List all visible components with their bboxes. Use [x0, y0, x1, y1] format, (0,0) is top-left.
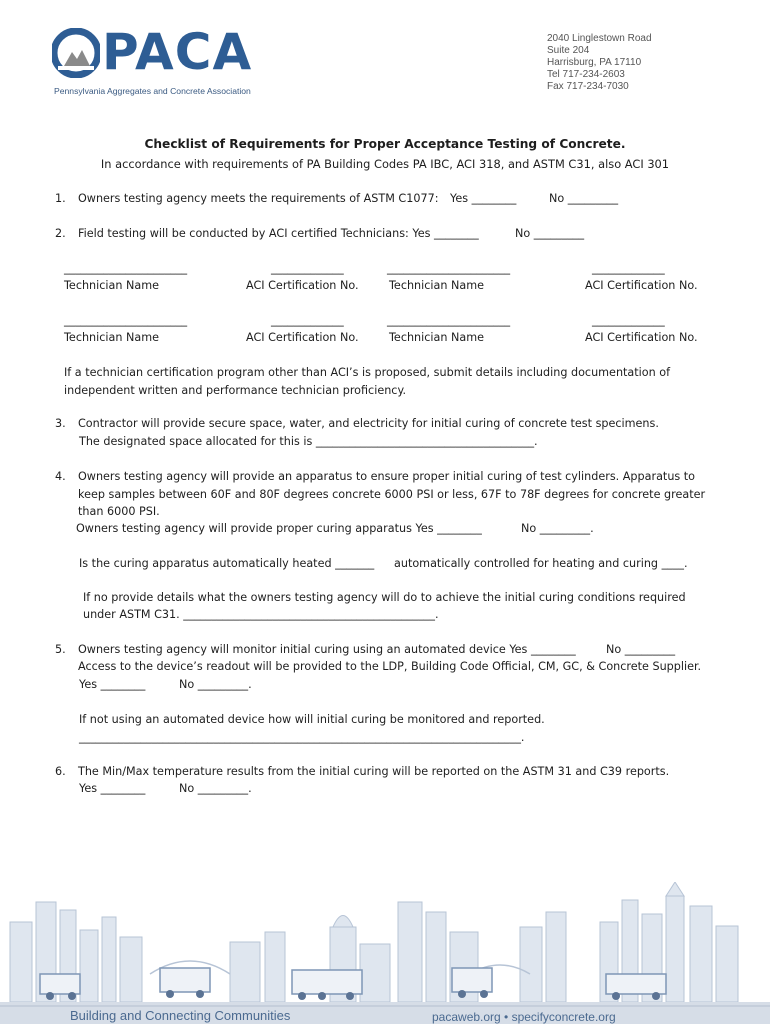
- footer-websites[interactable]: pacaweb.org • specifyconcrete.org: [432, 1010, 616, 1024]
- address-line: 2040 Linglestown Road: [547, 33, 652, 44]
- item-5-no-field[interactable]: No _________: [606, 643, 676, 656]
- item-4-controlled-field[interactable]: automatically controlled for heating and curing ____.: [394, 557, 688, 570]
- paca-logo: [52, 24, 282, 104]
- note-line: If a technician certification program other than ACI’s is proposed, submit details including documentation of: [64, 366, 671, 379]
- address-line: Fax 717-234-7030: [547, 81, 629, 92]
- item-2-text[interactable]: Field testing will be conducted by ACI certified Technicians: Yes ________: [78, 227, 479, 240]
- aci-cert-label: ACI Certification No.: [585, 279, 698, 292]
- address-line: Harrisburg, PA 17110: [547, 57, 642, 68]
- item-4-text: Owners testing agency will provide an apparatus to ensure proper initial curing of test cylinders. Apparatus to: [78, 470, 696, 483]
- item-number: 4.: [55, 470, 66, 483]
- item-5-readout-no-field[interactable]: No _________.: [179, 678, 252, 691]
- item-4-heated-field[interactable]: Is the curing apparatus automatically heated _______: [79, 557, 375, 570]
- item-6-text: The Min/Max temperature results from the initial curing will be reported on the ASTM 31 and C39 reports.: [78, 765, 670, 778]
- document-title: Checklist of Requirements for Proper Acceptance Testing of Concrete.: [144, 137, 626, 151]
- logo-subtitle: Pennsylvania Aggregates and Concrete Association: [54, 86, 251, 96]
- aci-cert-label: ACI Certification No.: [246, 331, 359, 344]
- item-1-text: Owners testing agency meets the requirements of ASTM C1077:: [78, 192, 439, 205]
- item-4-ifno-field[interactable]: under ASTM C31. _____________________________________________.: [83, 608, 439, 621]
- item-number: 1.: [55, 192, 66, 205]
- item-5-readout-yes-field[interactable]: Yes ________: [79, 678, 146, 691]
- item-4-apparatus-no-field[interactable]: No _________.: [521, 522, 594, 535]
- technician-name-label: Technician Name: [64, 331, 160, 344]
- item-4-text: than 6000 PSI.: [78, 505, 160, 518]
- item-number: 3.: [55, 417, 66, 430]
- item-5-text: Access to the device’s readout will be provided to the LDP, Building Code Official, CM, GC, & Concrete Supplier.: [78, 660, 702, 673]
- item-5-yes-field[interactable]: Owners testing agency will monitor initial curing using an automated device Yes ________: [78, 643, 576, 656]
- item-4-text: keep samples between 60F and 80F degrees concrete 6000 PSI or less, 67F to 78F degrees for concrete greater: [78, 488, 706, 501]
- item-5-ifnot-field[interactable]: _______________________________________________________________________________.: [79, 731, 525, 744]
- item-1-yes-field[interactable]: Yes ________: [450, 192, 517, 205]
- item-number: 5.: [55, 643, 66, 656]
- aci-cert-blank[interactable]: _____________: [271, 314, 344, 327]
- address-block: [547, 33, 652, 93]
- technician-name-blank[interactable]: ______________________: [387, 314, 511, 327]
- address-line: Tel 717-234-2603: [547, 69, 625, 80]
- aci-cert-blank[interactable]: _____________: [271, 262, 344, 275]
- aci-cert-blank[interactable]: _____________: [592, 314, 665, 327]
- item-number: 6.: [55, 765, 66, 778]
- aci-cert-label: ACI Certification No.: [585, 331, 698, 344]
- item-number: 2.: [55, 227, 66, 240]
- item-2-no-field[interactable]: No _________: [515, 227, 585, 240]
- document-subtitle: In accordance with requirements of PA Building Codes PA IBC, ACI 318, and ASTM C31, also ACI 301: [100, 157, 670, 171]
- item-6-yes-field[interactable]: Yes ________: [79, 782, 146, 795]
- aci-cert-label: ACI Certification No.: [246, 279, 359, 292]
- technician-name-blank[interactable]: ______________________: [387, 262, 511, 275]
- aci-cert-blank[interactable]: _____________: [592, 262, 665, 275]
- technician-name-blank[interactable]: ______________________: [64, 314, 188, 327]
- technician-name-blank[interactable]: ______________________: [64, 262, 188, 275]
- item-3-space-field[interactable]: The designated space allocated for this is _______________________________________.: [79, 435, 538, 448]
- technician-name-label: Technician Name: [389, 279, 485, 292]
- item-6-no-field[interactable]: No _________.: [179, 782, 252, 795]
- logo-emblem-icon: [52, 28, 100, 78]
- item-3-text: Contractor will provide secure space, water, and electricity for initial curing of concrete test specimens.: [78, 417, 659, 430]
- city-skyline-illustration: [0, 882, 770, 1024]
- note-line: independent written and performance technician proficiency.: [64, 384, 407, 397]
- address-line: Suite 204: [547, 45, 590, 56]
- footer-tagline: Building and Connecting Communities: [70, 1008, 291, 1023]
- item-5-ifnot-text: If not using an automated device how will initial curing be monitored and reported.: [79, 713, 545, 726]
- item-1-no-field[interactable]: No _________: [549, 192, 619, 205]
- item-4-ifno-text: If no provide details what the owners testing agency will do to achieve the initial curing conditions required: [83, 591, 686, 604]
- technician-name-label: Technician Name: [64, 279, 160, 292]
- logo-wordmark: PACA: [102, 23, 253, 81]
- technician-name-label: Technician Name: [389, 331, 485, 344]
- item-4-apparatus-field[interactable]: Owners testing agency will provide proper curing apparatus Yes ________: [76, 522, 482, 535]
